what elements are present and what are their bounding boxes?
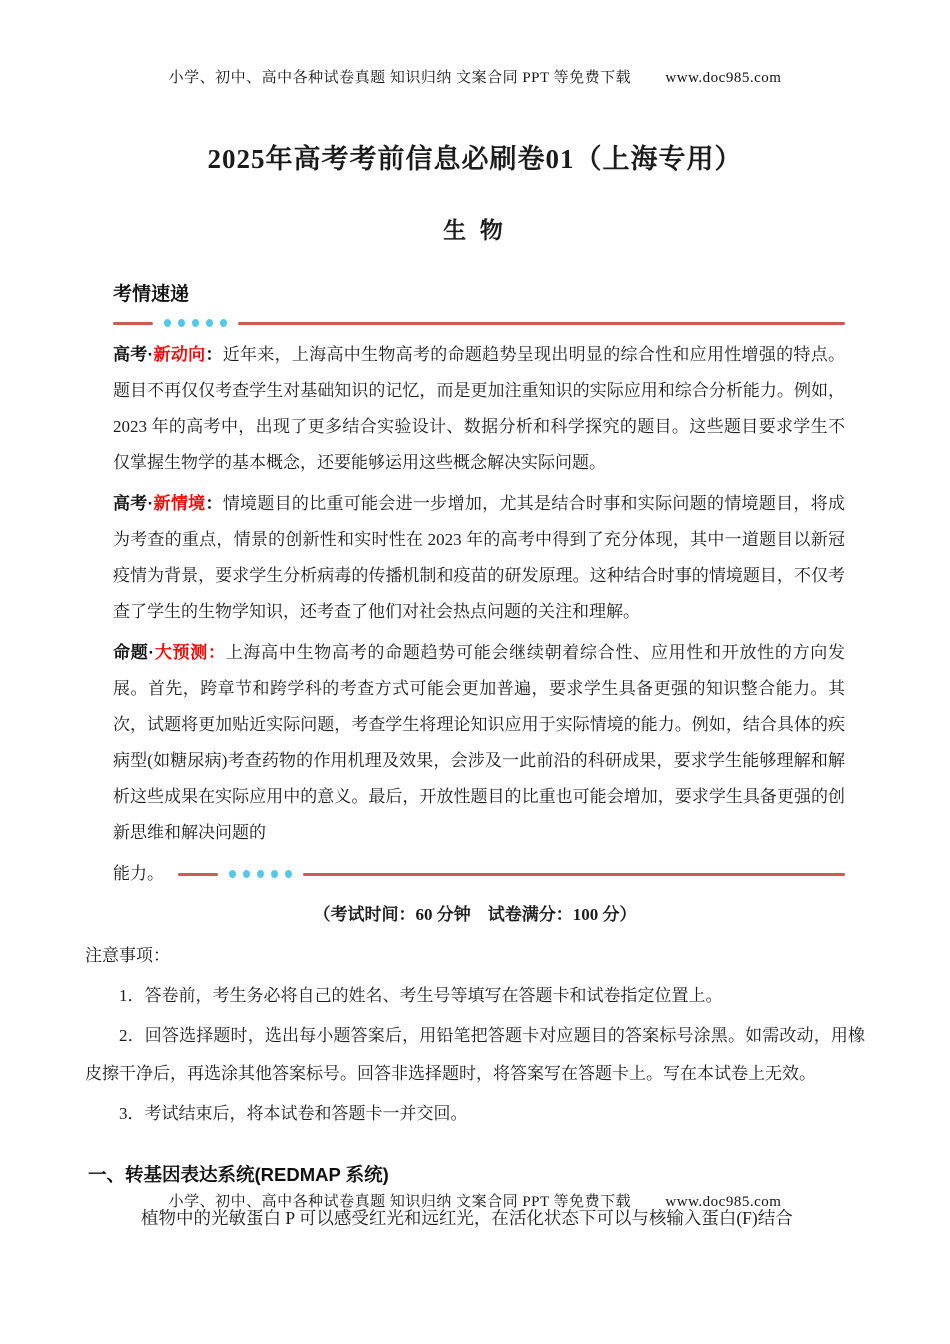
paragraph-tag: 新动向 <box>153 345 206 364</box>
closing-text: 能力。 <box>113 864 164 883</box>
dot-icon <box>257 870 264 878</box>
exam-brief-paragraphs <box>113 337 845 892</box>
section-one-heading: 一、转基因表达系统(REDMAP 系统) <box>88 1164 389 1185</box>
paragraph-label: 高考 <box>113 345 148 364</box>
decorative-rule <box>113 319 845 327</box>
decorative-rule <box>178 870 845 878</box>
paragraph-text: 上海高中生物高考的命题趋势可能会继续朝着综合性、应用性和开放性的方向发展。首先，跨章节和跨学科的考查方式可能会更加普遍，要求学生具备更强的知识整合能力。其次，试题将更加贴近实际问题，考查学生将理论知识应用于实际情境的能力。例如，结合具体的疾病型(如糖尿病)考查药物的作用机理及效果，会涉及一此前沿的科研成果，要求学生能够理解和解析这些成果在实际应用中的意义。最后，开放性题目的比重也可能会增加，要求学生具备更强的创新思维和解决问题的 <box>113 643 846 842</box>
dot-icon <box>285 870 292 878</box>
page-title: 2025年高考考前信息必刷卷01（上海专用） <box>207 144 743 174</box>
rule-dots <box>164 319 227 327</box>
label-colon: ： <box>207 643 226 662</box>
brief-paragraph-trend <box>113 337 845 481</box>
rule-segment-long <box>303 873 845 876</box>
rule-segment-long <box>238 322 845 325</box>
dot-icon <box>206 319 213 327</box>
section-one-body: 植物中的光敏蛋白 P 可以感受红光和远红光，在活化状态下可以与核输入蛋白(F)结合 <box>141 1208 793 1228</box>
dot-icon <box>178 319 185 327</box>
header-promo-text: 小学、初中、高中各种试卷真题 知识归纳 文案合同 PPT 等免费下载 <box>168 70 632 86</box>
paragraph-tag: 新情境 <box>153 494 206 513</box>
label-colon: ： <box>205 494 223 513</box>
exam-brief-heading: 考情速递 <box>113 284 190 305</box>
dot-icon <box>192 319 199 327</box>
page-footer <box>0 1190 950 1211</box>
brief-paragraph-context <box>113 486 845 630</box>
notice-section <box>85 937 865 1133</box>
brief-paragraph-prediction <box>113 635 845 851</box>
footer-site-url: www.doc985.com <box>665 1194 782 1210</box>
paragraph-label: 高考 <box>113 494 148 513</box>
dot-icon <box>271 870 278 878</box>
subject-title: 生 物 <box>443 218 507 243</box>
paragraph-label: 命题 <box>113 643 149 662</box>
header-site-url: www.doc985.com <box>665 70 782 86</box>
label-separator: · <box>147 345 154 364</box>
notice-item: 2．回答选择题时，选出每小题答案后，用铅笔把答题卡对应题目的答案标号涂黑。如需改动，用橡皮擦干净后，再选涂其他答案标号。回答非选择题时，将答案写在答题卡上。写在本试卷上无效。 <box>85 1026 865 1083</box>
exam-brief-section <box>113 279 845 892</box>
notice-item: 1．答卷前，考生务必将自己的姓名、考生号等填写在答题卡和试卷指定位置上。 <box>119 986 723 1005</box>
footer-promo-text: 小学、初中、高中各种试卷真题 知识归纳 文案合同 PPT 等免费下载 <box>168 1194 632 1210</box>
rule-segment-short <box>178 873 218 876</box>
rule-segment-short <box>113 322 153 325</box>
notice-label: 注意事项： <box>85 946 170 965</box>
paragraph-text: 近年来，上海高中生物高考的命题趋势呈现出明显的综合性和应用性增强的特点。题目不再仅仅考查学生对基础知识的记忆，而是更加注重知识的实际应用和综合分析能力。例如，2023 年的高考中，出现了更多结合实验设计、数据分析和科学探究的题目。这些题目要求学生不仅掌握生物学的基本概念，还要能够运用这些概念解决实际问题。 <box>113 345 846 472</box>
label-separator: · <box>148 643 155 662</box>
brief-closing-row <box>113 856 845 892</box>
dot-icon <box>220 319 227 327</box>
page-header <box>0 0 950 87</box>
notice-item: 3．考试结束后，将本试卷和答题卡一并交回。 <box>119 1104 468 1123</box>
dot-icon <box>229 870 236 878</box>
dot-icon <box>243 870 250 878</box>
label-colon: ： <box>205 345 223 364</box>
dot-icon <box>164 319 171 327</box>
rule-dots <box>229 870 292 878</box>
paragraph-text: 情境题目的比重可能会进一步增加，尤其是结合时事和实际问题的情境题目，将成为考查的重点，情景的创新性和实时性在 2023 年的高考中得到了充分体现，其中一道题目以新冠疫情为背景，要求学生分析病毒的传播机制和疫苗的研发原理。这种结合时事的情境题目，不仅考查了学生的生物学知识，还考查了他们对社会热点问题的关注和理解。 <box>113 494 846 621</box>
paragraph-tag: 大预测 <box>154 643 208 662</box>
label-separator: · <box>147 494 154 513</box>
exam-time-score-info: （考试时间：60 分钟 试卷满分：100 分） <box>313 905 637 924</box>
